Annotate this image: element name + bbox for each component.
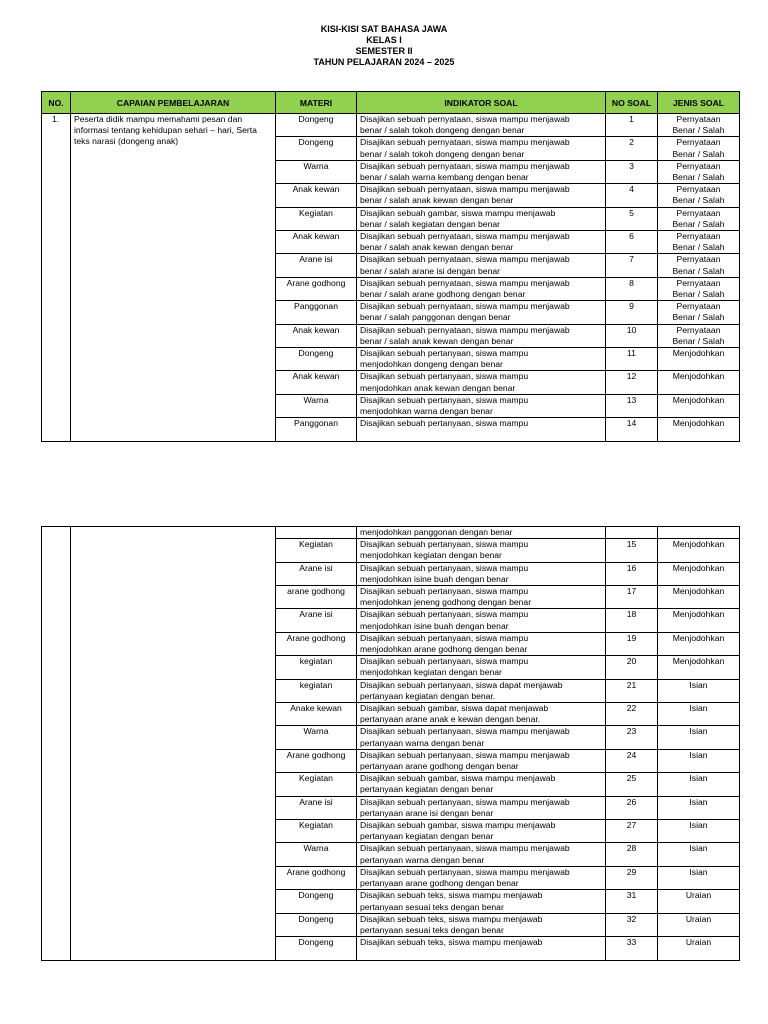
materi-cell: Arane godhong — [276, 749, 357, 772]
indikator-line-2: menjodohkan isine buah dengan benar — [360, 620, 509, 631]
indikator-line-1: Disajikan sebuah teks, siswa mampu menjawab — [360, 913, 543, 924]
jenis-soal-line-2: Benar / Salah — [672, 312, 725, 323]
jenis-soal-line-1: Pernyataan — [676, 277, 721, 288]
materi-cell: Dongeng — [276, 890, 357, 913]
table-row — [42, 527, 740, 539]
jenis-soal-line-2: Benar / Salah — [672, 195, 725, 206]
materi-cell: Arane isi — [276, 609, 357, 632]
indikator-line-1: Disajikan sebuah pertanyaan, siswa mampu — [360, 632, 529, 643]
jenis-soal-cell: Menjodohkan — [658, 539, 740, 562]
jenis-soal-cell — [658, 231, 740, 254]
indikator-line-2 — [360, 429, 602, 440]
indikator-line-1: Disajikan sebuah gambar, siswa dapat menjawab — [360, 703, 549, 714]
jenis-soal-line-1: Pernyataan — [676, 160, 721, 171]
indikator-line-2: menjodohkan jeneng godhong dengan benar — [360, 597, 532, 608]
no-soal-cell: 4 — [606, 184, 658, 207]
indikator-cell — [357, 749, 606, 772]
indikator-line-1: Disajikan sebuah pertanyaan, siswa mampu menjawab — [360, 866, 570, 877]
indikator-cell — [357, 773, 606, 796]
indikator-cell — [357, 796, 606, 819]
indikator-line-2: pertanyaan warna dengan benar — [360, 854, 485, 865]
jenis-soal-cell: Isian — [658, 796, 740, 819]
jenis-soal-cell — [658, 254, 740, 277]
jenis-soal-line-2: Benar / Salah — [672, 125, 725, 136]
indikator-cell — [357, 394, 606, 417]
indikator-line-2: benar / salah tokoh dongeng dengan benar — [360, 125, 525, 136]
materi-cell: kegiatan — [276, 656, 357, 679]
indikator-line-1: Disajikan sebuah pertanyaan, siswa mampu — [360, 586, 529, 597]
no-soal-cell: 33 — [606, 937, 658, 960]
table-row — [42, 114, 740, 137]
capaian-pembelajaran-blank — [71, 527, 276, 961]
no-soal-cell: 13 — [606, 394, 658, 417]
jenis-soal-line-1: Menjodohkan — [672, 394, 725, 405]
materi-cell: Anak kewan — [276, 324, 357, 347]
no-soal-cell: 22 — [606, 703, 658, 726]
col-header-no: NO. — [42, 92, 71, 114]
jenis-soal-line-1: Menjodohkan — [672, 348, 725, 359]
materi-cell: Anake kewan — [276, 703, 357, 726]
no-soal-cell: 17 — [606, 586, 658, 609]
jenis-soal-cell — [658, 418, 740, 441]
indikator-cell — [357, 324, 606, 347]
jenis-soal-line-2: Benar / Salah — [672, 218, 725, 229]
jenis-soal-cell — [658, 324, 740, 347]
indikator-line-1: Disajikan sebuah pernyataan, siswa mampu menjawab — [360, 231, 570, 242]
no-soal-cell: 28 — [606, 843, 658, 866]
materi-cell: Kegiatan — [276, 207, 357, 230]
jenis-soal-line-2 — [661, 406, 736, 417]
indikator-line-2: benar / salah tokoh dongeng dengan benar — [360, 148, 525, 159]
indikator-cell — [357, 726, 606, 749]
indikator-line-1: Disajikan sebuah pertanyaan, siswa mampu menjawab — [360, 726, 570, 737]
indikator-line-1: Disajikan sebuah pernyataan, siswa mampu menjawab — [360, 277, 570, 288]
col-header-jenis-soal: JENIS SOAL — [658, 92, 740, 114]
indikator-line-2: pertanyaan kegiatan dengan benar — [360, 784, 494, 795]
materi-cell: Arane godhong — [276, 632, 357, 655]
indikator-line-1: Disajikan sebuah pertanyaan, siswa mampu — [360, 656, 529, 667]
jenis-soal-line-1: Menjodohkan — [672, 418, 725, 429]
no-soal-cell: 8 — [606, 277, 658, 300]
materi-cell: kegiatan — [276, 679, 357, 702]
jenis-soal-line-1: Pernyataan — [676, 231, 721, 242]
kisi-table-page-1 — [41, 91, 740, 442]
col-header-capaian: CAPAIAN PEMBELAJARAN — [71, 92, 276, 114]
no-soal-cell: 10 — [606, 324, 658, 347]
jenis-soal-cell: Uraian — [658, 937, 740, 960]
indikator-line-2: menjodohkan arane godhong dengan benar — [360, 644, 528, 655]
indikator-cell — [357, 866, 606, 889]
indikator-line-1: Disajikan sebuah pernyataan, siswa mampu menjawab — [360, 324, 570, 335]
capaian-pembelajaran: Peserta didik mampu memahami pesan dan informasi tentang kehidupan sehari – hari, Serta teks narasi (dongeng anak) — [71, 114, 276, 442]
indikator-line-1: Disajikan sebuah pertanyaan, siswa mampu menjawab — [360, 843, 570, 854]
jenis-soal-line-2: Benar / Salah — [672, 148, 725, 159]
no-soal-cell: 25 — [606, 773, 658, 796]
indikator-line-1: Disajikan sebuah pernyataan, siswa mampu menjawab — [360, 254, 570, 265]
materi-cell: Panggonan — [276, 301, 357, 324]
indikator-cell — [357, 207, 606, 230]
no-soal-cell: 5 — [606, 207, 658, 230]
no-soal-cell: 24 — [606, 749, 658, 772]
col-header-indikator: INDIKATOR SOAL — [357, 92, 606, 114]
no-soal-cell: 26 — [606, 796, 658, 819]
no-soal-cell: 18 — [606, 609, 658, 632]
materi-cell: Warna — [276, 394, 357, 417]
indikator-line-2: pertanyaan kegiatan dengan benar. — [360, 690, 496, 701]
no-soal-cell: 32 — [606, 913, 658, 936]
indikator-line-1: Disajikan sebuah pertanyaan, siswa mampu — [360, 348, 529, 359]
indikator-line-1: Disajikan sebuah gambar, siswa mampu menjawab — [360, 820, 556, 831]
materi-cell: Dongeng — [276, 137, 357, 160]
indikator-line-1: Disajikan sebuah pertanyaan, siswa mampu — [360, 609, 529, 620]
indikator-line-2: menjodohkan dongeng dengan benar — [360, 359, 503, 370]
indikator-cell — [357, 820, 606, 843]
no-soal-cell: 6 — [606, 231, 658, 254]
indikator-cell — [357, 348, 606, 371]
indikator-line-2: menjodohkan kegiatan dengan benar — [360, 550, 502, 561]
jenis-soal-cell: Isian — [658, 843, 740, 866]
kisi-table-page-2 — [41, 526, 740, 961]
indikator-cell — [357, 609, 606, 632]
jenis-soal-line-2: Benar / Salah — [672, 289, 725, 300]
no-soal-cell: 15 — [606, 539, 658, 562]
indikator-line-2: pertanyaan sesuai teks dengan benar — [360, 924, 504, 935]
jenis-soal-line-1: Pernyataan — [676, 254, 721, 265]
jenis-soal-cell — [658, 207, 740, 230]
no-soal-cell: 16 — [606, 562, 658, 585]
indikator-cell — [357, 656, 606, 679]
no-soal-cell: 23 — [606, 726, 658, 749]
materi-cell: Kegiatan — [276, 539, 357, 562]
jenis-soal-cell: Isian — [658, 703, 740, 726]
indikator-line-2: benar / salah anak kewan dengan benar — [360, 195, 514, 206]
indikator-line-1: Disajikan sebuah pertanyaan, siswa mampu menjawab — [360, 796, 570, 807]
indikator-line-1: Disajikan sebuah pertanyaan, siswa dapat menjawab — [360, 679, 563, 690]
title-line-4: TAHUN PELAJARAN 2024 – 2025 — [313, 57, 455, 67]
indikator-line-1: Disajikan sebuah pertanyaan, siswa mampu — [360, 562, 529, 573]
indikator-line-2: benar / salah anak kewan dengan benar — [360, 335, 514, 346]
jenis-soal-cell: Isian — [658, 749, 740, 772]
jenis-soal-cell — [658, 137, 740, 160]
no-soal-cell: 31 — [606, 890, 658, 913]
materi-cell: Kegiatan — [276, 820, 357, 843]
indikator-line-1: Disajikan sebuah teks, siswa mampu menjawab — [360, 937, 543, 948]
title-line-1: KISI-KISI SAT BAHASA JAWA — [320, 24, 448, 34]
no-soal-cell: 9 — [606, 301, 658, 324]
materi-cell: Anak kewan — [276, 184, 357, 207]
jenis-soal-cell: Isian — [658, 679, 740, 702]
indikator-line-1: Disajikan sebuah pertanyaan, siswa mampu menjawab — [360, 749, 570, 760]
materi-cell: Warna — [276, 160, 357, 183]
jenis-soal-cell — [658, 301, 740, 324]
indikator-line-1: Disajikan sebuah pertanyaan, siswa mampu — [360, 394, 529, 405]
materi-cell: Arane godhong — [276, 866, 357, 889]
jenis-soal-cell — [658, 394, 740, 417]
indikator-line-2: menjodohkan anak kewan dengan benar — [360, 382, 516, 393]
indikator-cell — [357, 679, 606, 702]
jenis-soal-line-1: Pernyataan — [676, 137, 721, 148]
indikator-cell — [357, 301, 606, 324]
indikator-line-2 — [360, 948, 602, 959]
jenis-soal-cell: Isian — [658, 820, 740, 843]
jenis-soal-line-2: Benar / Salah — [672, 242, 725, 253]
indikator-line-2: benar / salah panggonan dengan benar — [360, 312, 511, 323]
jenis-soal-line-2 — [661, 429, 736, 440]
no-soal-cell: 20 — [606, 656, 658, 679]
indikator-cell — [357, 562, 606, 585]
indikator-line-1: Disajikan sebuah gambar, siswa mampu menjawab — [360, 207, 556, 218]
jenis-soal-line-2: Benar / Salah — [672, 335, 725, 346]
indikator-line-1: Disajikan sebuah pertanyaan, siswa mampu — [360, 371, 529, 382]
no-soal-cell: 3 — [606, 160, 658, 183]
no-soal-cell: 2 — [606, 137, 658, 160]
row-number: 1. — [42, 114, 71, 442]
indikator-line-1: Disajikan sebuah pernyataan, siswa mampu menjawab — [360, 114, 570, 124]
indikator-line-1: Disajikan sebuah pernyataan, siswa mampu menjawab — [360, 137, 570, 148]
title-line-3: SEMESTER II — [355, 46, 413, 56]
jenis-soal-cell: Menjodohkan — [658, 632, 740, 655]
indikator-line-2: pertanyaan warna dengan benar — [360, 737, 485, 748]
indikator-cell — [357, 137, 606, 160]
indikator-line-2: menjodohkan warna dengan benar — [360, 406, 493, 417]
indikator-cell — [357, 114, 606, 137]
jenis-soal-cell: Isian — [658, 726, 740, 749]
jenis-soal-line-1: Pernyataan — [676, 114, 721, 124]
materi-cell: Dongeng — [276, 913, 357, 936]
no-soal-cell — [606, 527, 658, 539]
materi-cell: Arane isi — [276, 796, 357, 819]
jenis-soal-cell: Isian — [658, 773, 740, 796]
indikator-line-2: benar / salah arane isi dengan benar — [360, 265, 500, 276]
jenis-soal-cell: Menjodohkan — [658, 586, 740, 609]
materi-cell: Warna — [276, 843, 357, 866]
indikator-line-2: menjodohkan kegiatan dengan benar — [360, 667, 502, 678]
indikator-cell — [357, 890, 606, 913]
jenis-soal-line-1: Pernyataan — [676, 184, 721, 195]
jenis-soal-line-2: Benar / Salah — [672, 172, 725, 183]
materi-cell: Dongeng — [276, 114, 357, 137]
document-title — [0, 24, 768, 68]
indikator-line-1: Disajikan sebuah pernyataan, siswa mampu menjawab — [360, 301, 570, 312]
no-soal-cell: 29 — [606, 866, 658, 889]
materi-cell — [276, 527, 357, 539]
jenis-soal-cell: Isian — [658, 866, 740, 889]
indikator-cell — [357, 703, 606, 726]
jenis-soal-cell — [658, 527, 740, 539]
materi-cell: arane godhong — [276, 586, 357, 609]
indikator-cell — [357, 843, 606, 866]
indikator-cell — [357, 371, 606, 394]
materi-cell: Arane godhong — [276, 277, 357, 300]
col-header-no-soal: NO SOAL — [606, 92, 658, 114]
indikator-cell — [357, 231, 606, 254]
materi-cell: Dongeng — [276, 937, 357, 960]
jenis-soal-cell — [658, 371, 740, 394]
materi-cell: Panggonan — [276, 418, 357, 441]
jenis-soal-cell — [658, 184, 740, 207]
no-soal-cell: 27 — [606, 820, 658, 843]
materi-cell: Arane isi — [276, 254, 357, 277]
no-soal-cell: 12 — [606, 371, 658, 394]
indikator-line-2: pertanyaan kegiatan dengan benar — [360, 831, 494, 842]
indikator-cell — [357, 632, 606, 655]
jenis-soal-cell: Menjodohkan — [658, 609, 740, 632]
indikator-cell — [357, 418, 606, 441]
indikator-cell — [357, 160, 606, 183]
indikator-cell — [357, 539, 606, 562]
no-soal-cell: 19 — [606, 632, 658, 655]
indikator-cell — [357, 184, 606, 207]
jenis-soal-line-2: Benar / Salah — [672, 265, 725, 276]
no-soal-cell: 11 — [606, 348, 658, 371]
indikator-line-2: benar / salah anak kewan dengan benar — [360, 242, 514, 253]
no-soal-cell: 1 — [606, 114, 658, 137]
indikator-line-2: benar / salah kegiatan dengan benar — [360, 218, 500, 229]
col-header-materi: MATERI — [276, 92, 357, 114]
indikator-cell — [357, 913, 606, 936]
indikator-line-2: menjodohkan isine buah dengan benar — [360, 573, 509, 584]
title-line-2: KELAS I — [366, 35, 402, 45]
materi-cell: Warna — [276, 726, 357, 749]
materi-cell: Kegiatan — [276, 773, 357, 796]
indikator-line-2: benar / salah warna kembang dengan benar — [360, 172, 529, 183]
jenis-soal-cell — [658, 114, 740, 137]
no-soal-cell: 14 — [606, 418, 658, 441]
indikator-line-1: Disajikan sebuah pernyataan, siswa mampu menjawab — [360, 184, 570, 195]
indikator-cell — [357, 254, 606, 277]
indikator-line-1: Disajikan sebuah pernyataan, siswa mampu menjawab — [360, 160, 570, 171]
jenis-soal-line-1: Pernyataan — [676, 301, 721, 312]
indikator-line-2: pertanyaan arane godhong dengan benar — [360, 761, 519, 772]
jenis-soal-line-1: Pernyataan — [676, 207, 721, 218]
indikator-line-2: pertanyaan sesuai teks dengan benar — [360, 901, 504, 912]
indikator-cell — [357, 937, 606, 960]
no-soal-cell: 7 — [606, 254, 658, 277]
materi-cell: Arane isi — [276, 562, 357, 585]
jenis-soal-line-2 — [661, 359, 736, 370]
jenis-soal-line-2 — [661, 383, 736, 394]
indikator-cell — [357, 586, 606, 609]
jenis-soal-cell: Uraian — [658, 913, 740, 936]
jenis-soal-cell — [658, 348, 740, 371]
indikator-line-2: pertanyaan arane anak e kewan dengan benar. — [360, 714, 541, 725]
indikator-continuation: menjodohkan panggonan dengan benar — [357, 527, 606, 539]
materi-cell: Dongeng — [276, 348, 357, 371]
materi-cell: Anak kewan — [276, 231, 357, 254]
indikator-line-1: Disajikan sebuah pertanyaan, siswa mampu — [360, 539, 529, 550]
jenis-soal-cell — [658, 277, 740, 300]
indikator-cell — [357, 277, 606, 300]
materi-cell: Anak kewan — [276, 371, 357, 394]
indikator-line-2: pertanyaan arane godhong dengan benar — [360, 878, 519, 889]
jenis-soal-cell: Menjodohkan — [658, 656, 740, 679]
jenis-soal-cell: Uraian — [658, 890, 740, 913]
row-number-blank — [42, 527, 71, 961]
indikator-line-2: pertanyaan arane isi dengan benar — [360, 807, 494, 818]
jenis-soal-cell — [658, 160, 740, 183]
indikator-line-2: benar / salah arane godhong dengan benar — [360, 289, 526, 300]
indikator-line-1: Disajikan sebuah teks, siswa mampu menjawab — [360, 890, 543, 901]
indikator-line-1: Disajikan sebuah pertanyaan, siswa mampu — [360, 418, 529, 429]
jenis-soal-cell: Menjodohkan — [658, 562, 740, 585]
jenis-soal-line-1: Pernyataan — [676, 324, 721, 335]
jenis-soal-line-1: Menjodohkan — [672, 371, 725, 382]
indikator-line-1: Disajikan sebuah gambar, siswa mampu menjawab — [360, 773, 556, 784]
no-soal-cell: 21 — [606, 679, 658, 702]
